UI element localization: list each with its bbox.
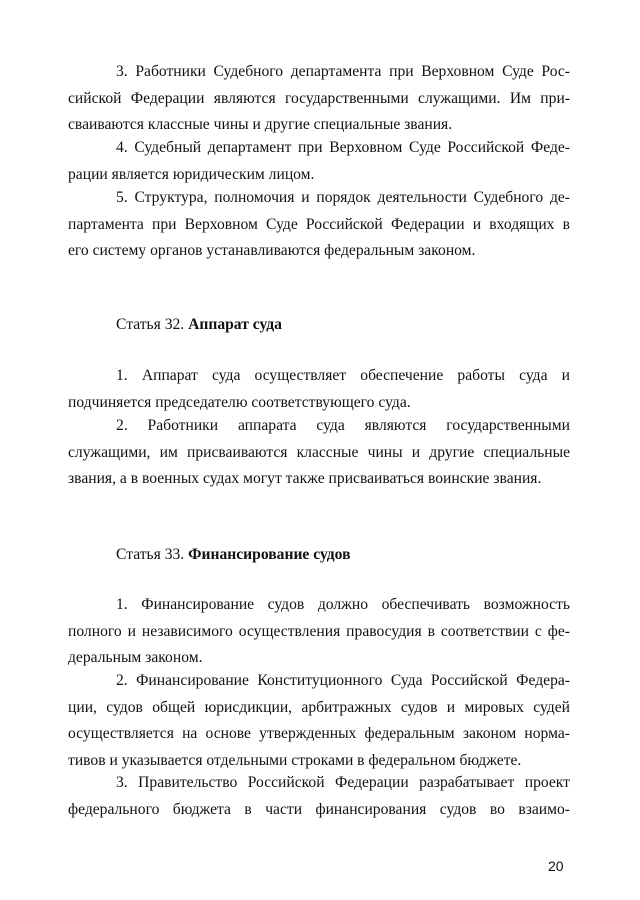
article-33-prefix: Статья 33. [116,546,189,563]
text-line: 1. Аппарат суда осуществляет обеспечение работы суда и [116,367,570,384]
text-line: партамента при Верховном Суде Российской Федерации и входящих в [68,215,570,233]
text-line: рации является юридическим лицом. [68,165,315,183]
article-33-paragraph-1 [68,592,570,672]
text-line: осуществляется на основе утвержденных федеральным законом норма- [68,725,570,742]
text-line: 3. Правительство Российской Федерации разрабатывает проект [116,774,570,791]
text-line: 1. Финансирование судов должно обеспечивать возможность [116,596,570,613]
text-line: 2. Финансирование Конституционного Суда Российской Федера- [116,672,570,689]
text-line: деральным законом. [68,649,203,666]
article-32-prefix: Статья 32. [116,316,189,333]
article-33-title: Финансирование судов [188,546,351,563]
text-line: ции, судов общей юрисдикции, арбитражных судов и мировых судей [68,698,570,716]
paragraph-3 [68,59,570,139]
paragraph-4 [68,135,570,188]
text-line: тивов и указывается отдельными строками в федеральном бюджете. [68,751,522,769]
article-32-paragraph-1 [68,363,570,416]
text-line: подчиняется председателю соответствующего суда. [68,393,411,411]
text-line: сийской Федерации являются государственными служащими. Им при- [68,89,570,107]
text-line: полного и независимого осуществления правосудия в соответствии с фе- [68,622,570,640]
text-line: сваиваются классные чины и другие специальные звания. [68,116,453,133]
article-33-heading [116,542,351,568]
text-line: его систему органов устанавливаются федеральным законом. [68,242,476,259]
text-line: 4. Судебный департамент при Верховном Суде Российской Феде- [116,139,570,156]
text-line: 2. Работники аппарата суда являются государственными [116,417,570,434]
text-line: звания, а в военных судах могут также присваиваться воинские звания. [68,470,542,487]
text-line: федерального бюджета в части финансирования судов во взаимо- [68,800,570,818]
page-number: 20 [548,858,564,874]
text-line: 5. Структура, полномочия и порядок деятельности Судебного де- [116,189,570,206]
article-33-paragraph-2 [68,668,570,774]
article-32-paragraph-2 [68,413,570,493]
article-32-title: Аппарат суда [188,316,282,333]
article-33-paragraph-3 [68,770,570,823]
article-32-heading [116,312,282,338]
paragraph-5 [68,185,570,265]
text-line: служащими, им присваиваются классные чины и другие специальные [68,443,570,461]
text-line: 3. Работники Судебного департамента при Верховном Суде Рос- [116,63,570,80]
